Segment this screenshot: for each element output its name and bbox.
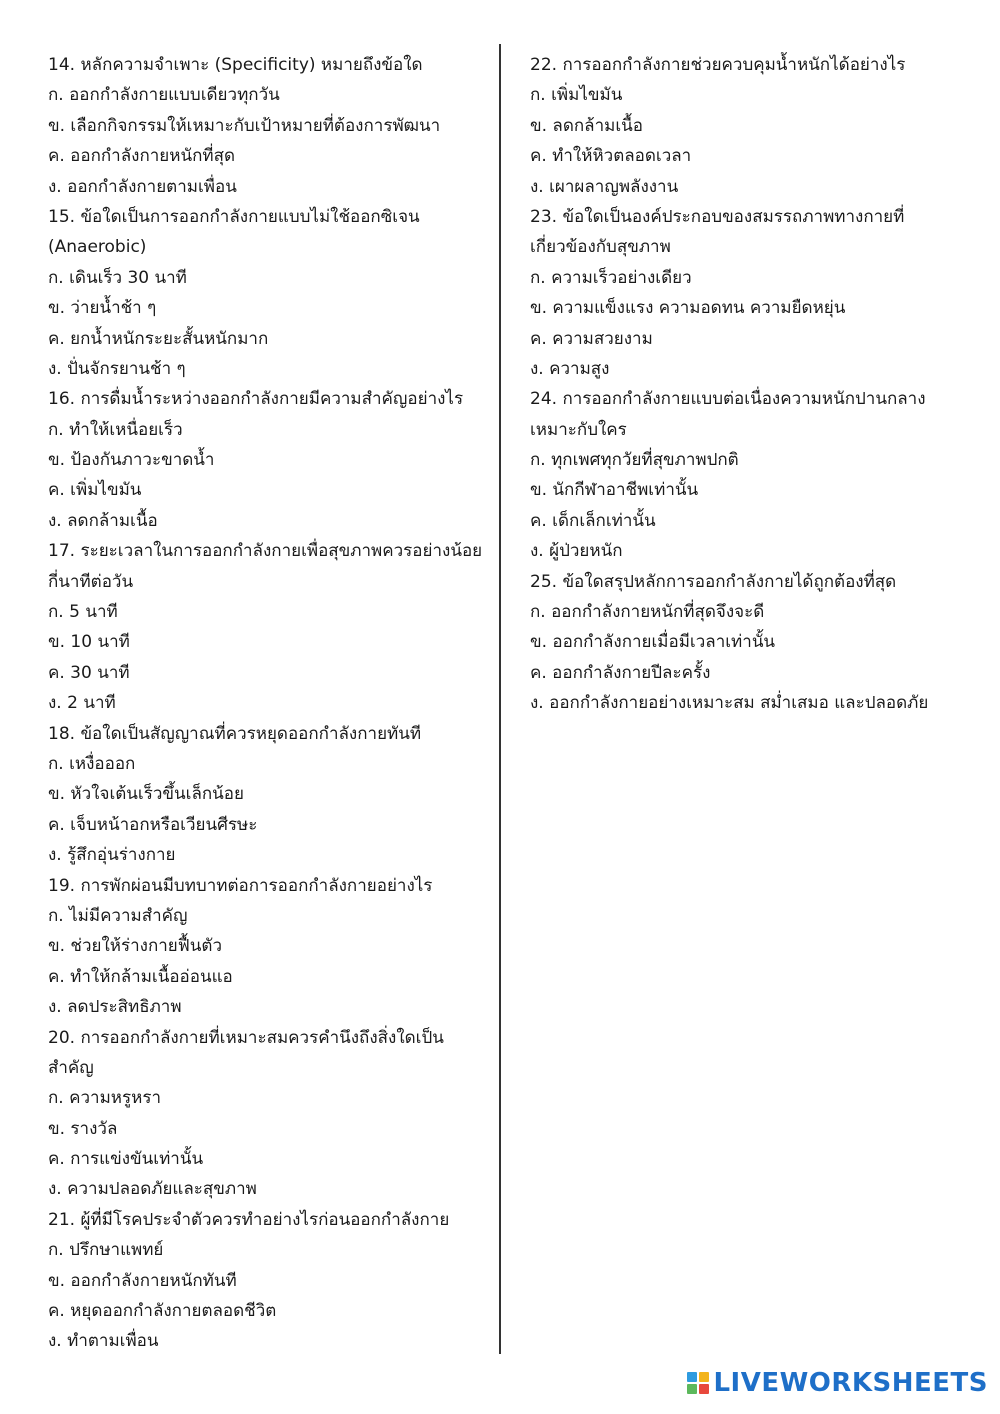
- logo-square-green: [687, 1384, 697, 1394]
- text-line: ง. เผาผลาญพลังงาน: [530, 176, 679, 197]
- text-line: ข. ว่ายน้ำช้า ๆ: [48, 298, 157, 319]
- text-line: ง. ความสูง: [530, 358, 610, 379]
- text-line: ค. ออกกำลังกายหนักที่สุด: [48, 146, 235, 167]
- text-line: ข. นักกีฬาอาชีพเท่านั้น: [530, 480, 699, 501]
- question-text: 23. ข้อใดเป็นองค์ประกอบของสมรรถภาพทางกายที่: [530, 206, 905, 227]
- text-line: ง. 2 นาที: [48, 693, 116, 714]
- question-text: 14. หลักความจำเพาะ (Specificity) หมายถึงข้อใด: [48, 55, 423, 75]
- question-text: 24. การออกกำลังกายแบบต่อเนื่องความหนักปานกลาง: [530, 389, 926, 410]
- right-question-column: [530, 50, 970, 719]
- logo-square-yellow: [699, 1372, 709, 1382]
- text-line: ง. ลดประสิทธิภาพ: [48, 997, 182, 1018]
- question-text: 25. ข้อใดสรุปหลักการออกกำลังกายได้ถูกต้องที่สุด: [530, 571, 897, 592]
- question-text: 16. การดื่มน้ำระหว่างออกกำลังกายมีความสำคัญอย่างไร: [48, 389, 464, 410]
- text-line: ข. ช่วยให้ร่างกายฟื้นตัว: [48, 936, 223, 957]
- text-line: ง. รู้สึกอุ่นร่างกาย: [48, 845, 176, 866]
- text-line: ค. เจ็บหน้าอกหรือเวียนศีรษะ: [48, 814, 258, 835]
- text-line: ข. ป้องกันภาวะขาดน้ำ: [48, 450, 215, 471]
- text-line: ค. ความสวยงาม: [530, 328, 653, 349]
- text-line: ข. ออกกำลังกายเมื่อมีเวลาเท่านั้น: [530, 632, 776, 653]
- logo-square-blue: [687, 1372, 697, 1382]
- text-line: ค. 30 นาที: [48, 662, 130, 683]
- text-line: เหมาะกับใคร: [530, 419, 627, 440]
- text-line: ก. ออกกำลังกายหนักที่สุดจึงจะดี: [530, 602, 765, 623]
- text-line: ก. ไม่มีความสำคัญ: [48, 905, 188, 926]
- text-line: ข. เลือกกิจกรรมให้เหมาะกับเป้าหมายที่ต้องการพัฒนา: [48, 115, 441, 136]
- text-line: ก. ทำให้เหนื่อยเร็ว: [48, 419, 183, 440]
- text-line: ข. ออกกำลังกายหนักทันที: [48, 1270, 237, 1291]
- text-line: ข. ลดกล้ามเนื้อ: [530, 115, 643, 136]
- text-line: ง. ปั่นจักรยานช้า ๆ: [48, 358, 186, 379]
- text-line: (Anaerobic): [48, 237, 147, 258]
- text-line: ค. หยุดออกกำลังกายตลอดชีวิต: [48, 1301, 277, 1322]
- text-line: ค. ยกน้ำหนักระยะสั้นหนักมาก: [48, 328, 269, 349]
- text-line: ง. ความปลอดภัยและสุขภาพ: [48, 1179, 257, 1200]
- text-line: ก. เดินเร็ว 30 นาที: [48, 267, 187, 288]
- text-line: เกี่ยวข้องกับสุขภาพ: [530, 237, 671, 258]
- question-text: 20. การออกกำลังกายที่เหมาะสมควรคำนึงถึงสิ่งใดเป็น: [48, 1027, 444, 1048]
- text-line: ก. 5 นาที: [48, 602, 118, 623]
- text-line: ค. เด็กเล็กเท่านั้น: [530, 510, 656, 531]
- question-text: 18. ข้อใดเป็นสัญญาณที่ควรหยุดออกกำลังกายทันที: [48, 723, 422, 744]
- column-divider: [499, 44, 501, 1354]
- text-line: สำคัญ: [48, 1057, 94, 1078]
- text-line: ข. 10 นาที: [48, 632, 130, 653]
- logo-mark-icon: [687, 1372, 709, 1394]
- text-line: กี่นาทีต่อวัน: [48, 571, 134, 592]
- liveworksheets-logo: [687, 1366, 988, 1400]
- question-text: 22. การออกกำลังกายช่วยควบคุมน้ำหนักได้อย่างไร: [530, 55, 906, 75]
- question-text: 19. การพักผ่อนมีบทบาทต่อการออกกำลังกายอย่างไร: [48, 875, 433, 896]
- text-line: ง. ออกกำลังกายอย่างเหมาะสม สม่ำเสมอ และปลอดภัย: [530, 693, 929, 714]
- text-line: ค. ทำให้หิวตลอดเวลา: [530, 146, 692, 167]
- text-line: ก. ความหรูหรา: [48, 1088, 161, 1109]
- text-line: ค. ทำให้กล้ามเนื้ออ่อนแอ: [48, 966, 233, 987]
- text-line: ก. เพิ่มไขมัน: [530, 85, 623, 106]
- text-line: ง. ลดกล้ามเนื้อ: [48, 510, 158, 531]
- text-line: ข. รางวัล: [48, 1118, 118, 1139]
- question-text: 21. ผู้ที่มีโรคประจำตัวควรทำอย่างไรก่อนออกกำลังกาย: [48, 1209, 450, 1230]
- text-line: ก. เหงื่อออก: [48, 753, 136, 774]
- text-line: ก. ทุกเพศทุกวัยที่สุขภาพปกติ: [530, 450, 739, 471]
- text-line: ง. ออกกำลังกายตามเพื่อน: [48, 176, 237, 197]
- text-line: ค. การแข่งขันเท่านั้น: [48, 1149, 204, 1170]
- question-text: 17. ระยะเวลาในการออกกำลังกายเพื่อสุขภาพควรอย่างน้อย: [48, 541, 483, 562]
- left-question-column: [48, 50, 488, 1357]
- question-text: 15. ข้อใดเป็นการออกกำลังกายแบบไม่ใช้ออกซิเจน: [48, 206, 420, 227]
- text-line: ง. ผู้ป่วยหนัก: [530, 541, 623, 562]
- text-line: ก. ออกกำลังกายแบบเดียวทุกวัน: [48, 85, 280, 106]
- text-line: ก. ความเร็วอย่างเดียว: [530, 267, 692, 288]
- text-line: ค. ออกกำลังกายปีละครั้ง: [530, 662, 711, 683]
- text-line: ข. ความแข็งแรง ความอดทน ความยืดหยุ่น: [530, 298, 846, 319]
- text-line: ค. เพิ่มไขมัน: [48, 480, 142, 501]
- logo-square-red: [699, 1384, 709, 1394]
- logo-text: LIVEWORKSHEETS: [713, 1368, 988, 1398]
- text-line: ง. ทำตามเพื่อน: [48, 1331, 159, 1352]
- text-line: ก. ปรึกษาแพทย์: [48, 1240, 164, 1261]
- text-line: ข. หัวใจเต้นเร็วขึ้นเล็กน้อย: [48, 784, 244, 805]
